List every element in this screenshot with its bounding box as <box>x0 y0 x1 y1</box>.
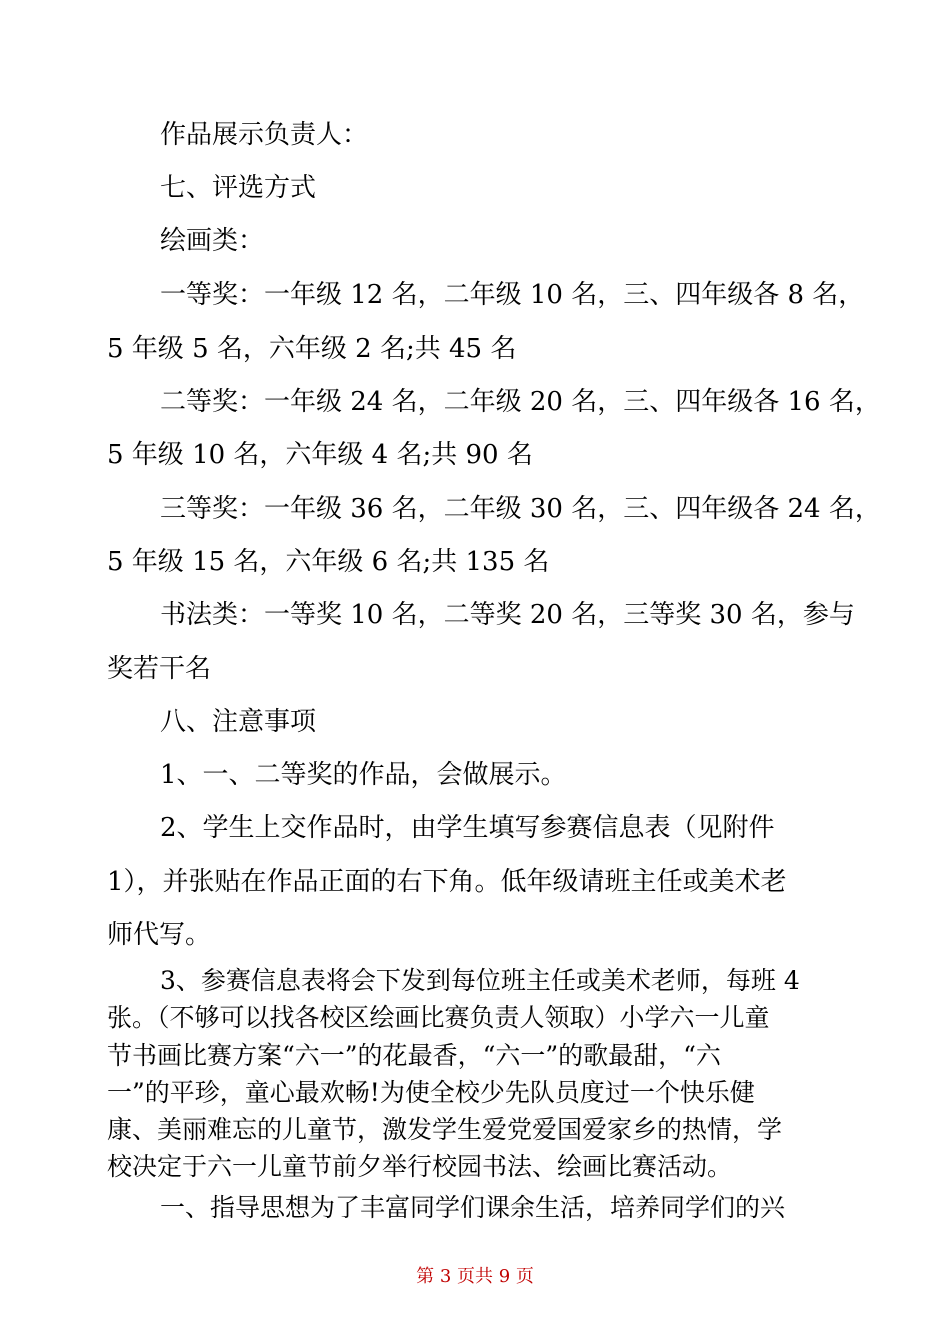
text-line: 5 年级 15 名，六年级 6 名;共 135 名 <box>107 547 550 577</box>
text-line: 校决定于六一儿童节前夕举行校园书法、绘画比赛活动。 <box>107 1152 733 1181</box>
text-line: 二等奖：一年级 24 名，二年级 20 名，三、四年级各 16 名， <box>160 387 881 417</box>
text-line: 作品展示负责人： <box>160 120 369 150</box>
text-line: 1、一、二等奖的作品，会做展示。 <box>160 760 567 790</box>
text-line: 3、参赛信息表将会下发到每位班主任或美术老师，每班 4 <box>160 966 800 995</box>
text-line: 一等奖：一年级 12 名，二年级 10 名，三、四年级各 8 名， <box>160 280 865 310</box>
text-line: 一、指导思想为了丰富同学们课余生活，培养同学们的兴 <box>160 1193 786 1222</box>
text-line: 5 年级 5 名，六年级 2 名;共 45 名 <box>107 334 517 364</box>
text-line: 一”的平珍，童心最欢畅!为使全校少先队员度过一个快乐健 <box>107 1078 755 1107</box>
text-line: 节书画比赛方案“六一”的花最香，“六一”的歌最甜，“六 <box>107 1041 721 1070</box>
text-line: 师代写。 <box>107 920 212 950</box>
page-number-footer: 第 3 页共 9 页 <box>416 1266 534 1287</box>
text-line: 张。（不够可以找各校区绘画比赛负责人领取）小学六一儿童 <box>107 1003 770 1032</box>
text-line: 书法类：一等奖 10 名，二等奖 20 名，三等奖 30 名，参与 <box>160 600 855 630</box>
text-line: 奖若干名 <box>107 654 212 684</box>
text-line: 2、学生上交作品时，由学生填写参赛信息表（见附件 <box>160 813 775 843</box>
text-line: 绘画类： <box>160 226 265 256</box>
section-heading: 八、注意事项 <box>160 707 317 737</box>
text-line: 康、美丽难忘的儿童节，激发学生爱党爱国爱家乡的热情，学 <box>107 1115 783 1144</box>
text-line: 5 年级 10 名，六年级 4 名;共 90 名 <box>107 440 533 470</box>
section-heading: 七、评选方式 <box>160 173 317 203</box>
text-line: 三等奖：一年级 36 名，二年级 30 名，三、四年级各 24 名， <box>160 494 881 524</box>
text-line: 1），并张贴在作品正面的右下角。低年级请班主任或美术老 <box>107 867 787 897</box>
